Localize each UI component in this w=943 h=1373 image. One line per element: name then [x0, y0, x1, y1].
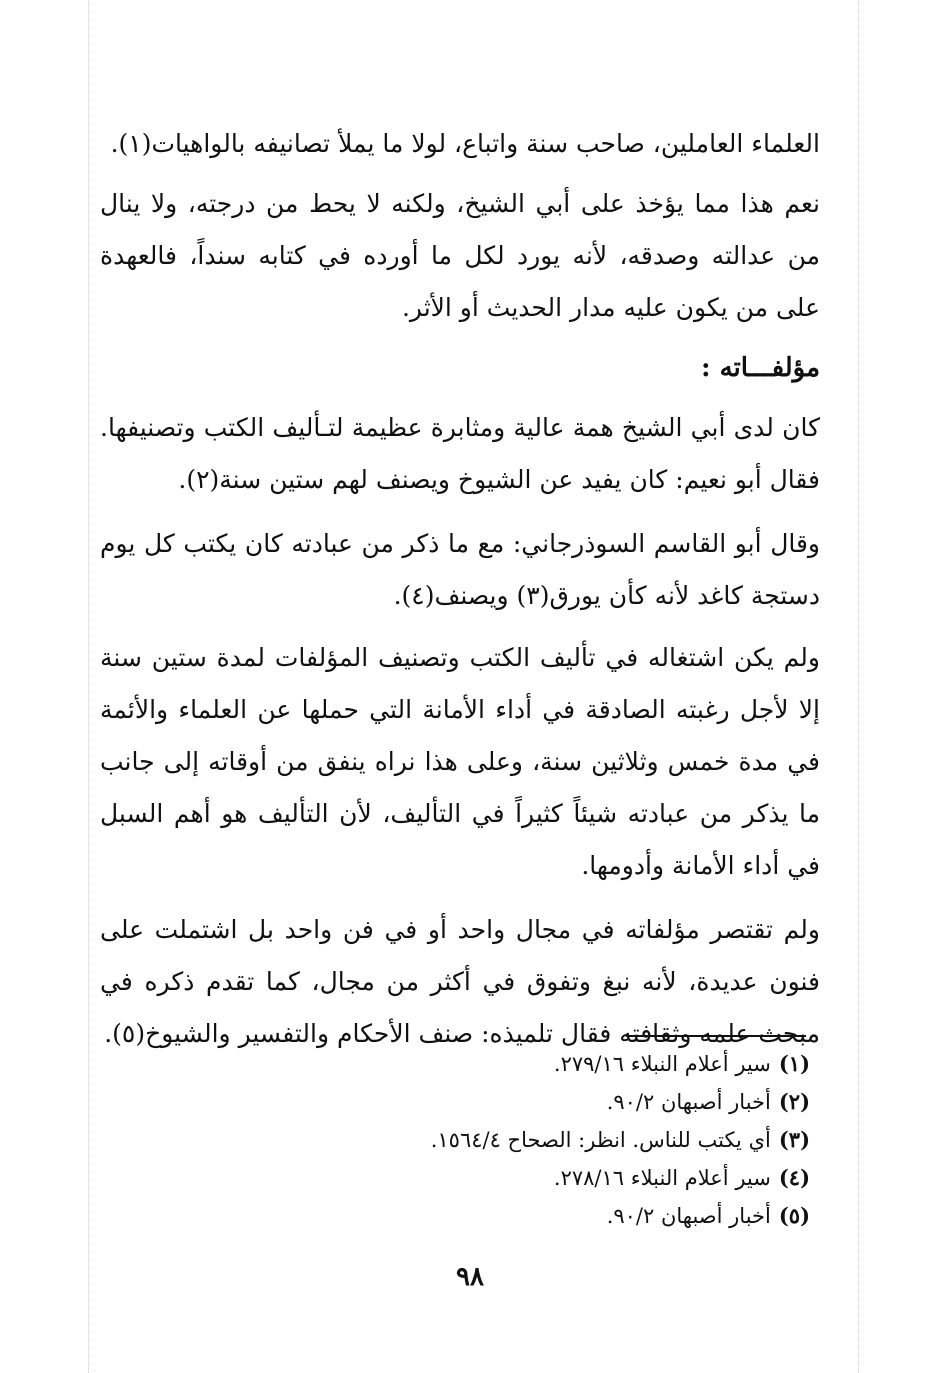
- footnote-1: [300, 1045, 810, 1083]
- paragraph-4: وقال أبو القاسم السوذرجاني: مع ما ذكر من عبادته كان يكتب كل يوم دستجة كاغد لأنه كأن يورق(٣) ويصنف(٤).: [100, 529, 820, 610]
- footnote-text: سير أعلام النبلاء ٢٧٩/١٦.: [553, 1052, 771, 1076]
- section-heading: مؤلفـــاته :: [700, 353, 820, 383]
- paragraph-6: ولم تقتصر مؤلفاته في مجال واحد أو في فن واحد بل اشتملت على فنون عديدة، لأنه نبغ وتفوق في أكثر من مجال، كما تقدم ذكره في مبحث علمه وثقافته فقال تلميذه: صنف الأحكام والتفسير والشيوخ(٥).: [100, 915, 820, 1048]
- footnote-number: (٤): [778, 1165, 810, 1190]
- paragraph-1: العلماء العاملين، صاحب سنة واتباع، لولا ما يملأ تصانيفه بالواهيات(١).: [110, 129, 820, 158]
- footnote-3: [300, 1121, 810, 1159]
- page-number: ٩٨: [456, 1262, 484, 1292]
- paragraph-2: نعم هذا مما يؤخذ على أبي الشيخ، ولكنه لا يحط من درجته، ولا ينال من عدالته وصدقه، لأنه يورد لكل ما أورده في كتابه سنداً، فالعهدة على من يكون عليه مدار الحديث أو الأثر.: [100, 189, 820, 322]
- footnote-text: أخبار أصبهان ٩٠/٢.: [606, 1204, 771, 1228]
- footnote-text: أي يكتب للناس. انظر: الصحاح ١٥٦٤/٤.: [430, 1128, 771, 1152]
- footnote-text: أخبار أصبهان ٩٠/٢.: [606, 1090, 771, 1114]
- margin-guide-left: [88, 0, 89, 1373]
- paragraph-5: ولم يكن اشتغاله في تأليف الكتب وتصنيف المؤلفات لمدة ستين سنة إلا لأجل رغبته الصادقة في أداء الأمانة التي حملها عن العلماء والأئمة في مدة خمس وثلاثين سنة، وعلى هذا نراه ينفق من أوقاته إلى جانب ما يذكر من عبادته شيئاً كثيراً في التأليف، لأن التأليف هو أهم السبل في أداء الأمانة وأدومها.: [100, 643, 820, 880]
- footnote-number: (٥): [778, 1203, 810, 1228]
- page-body: [100, 118, 820, 1060]
- footnote-text: سير أعلام النبلاء ٢٧٨/١٦.: [553, 1166, 771, 1190]
- footnotes: [300, 1045, 810, 1235]
- footnote-5: [300, 1197, 810, 1235]
- paragraph-3: كان لدى أبي الشيخ همة عالية ومثابرة عظيمة لتـأليف الكتب وتصنيفها. فقال أبو نعيم: كان يفيد عن الشيوخ ويصنف لهم ستين سنة(٢).: [100, 413, 820, 494]
- footnote-2: [300, 1083, 810, 1121]
- footnote-number: (١): [778, 1051, 810, 1076]
- footnote-number: (٣): [778, 1127, 810, 1152]
- footnote-separator: [626, 1035, 806, 1037]
- margin-guide-right: [858, 0, 859, 1373]
- footnote-number: (٢): [778, 1089, 810, 1114]
- footnote-4: [300, 1159, 810, 1197]
